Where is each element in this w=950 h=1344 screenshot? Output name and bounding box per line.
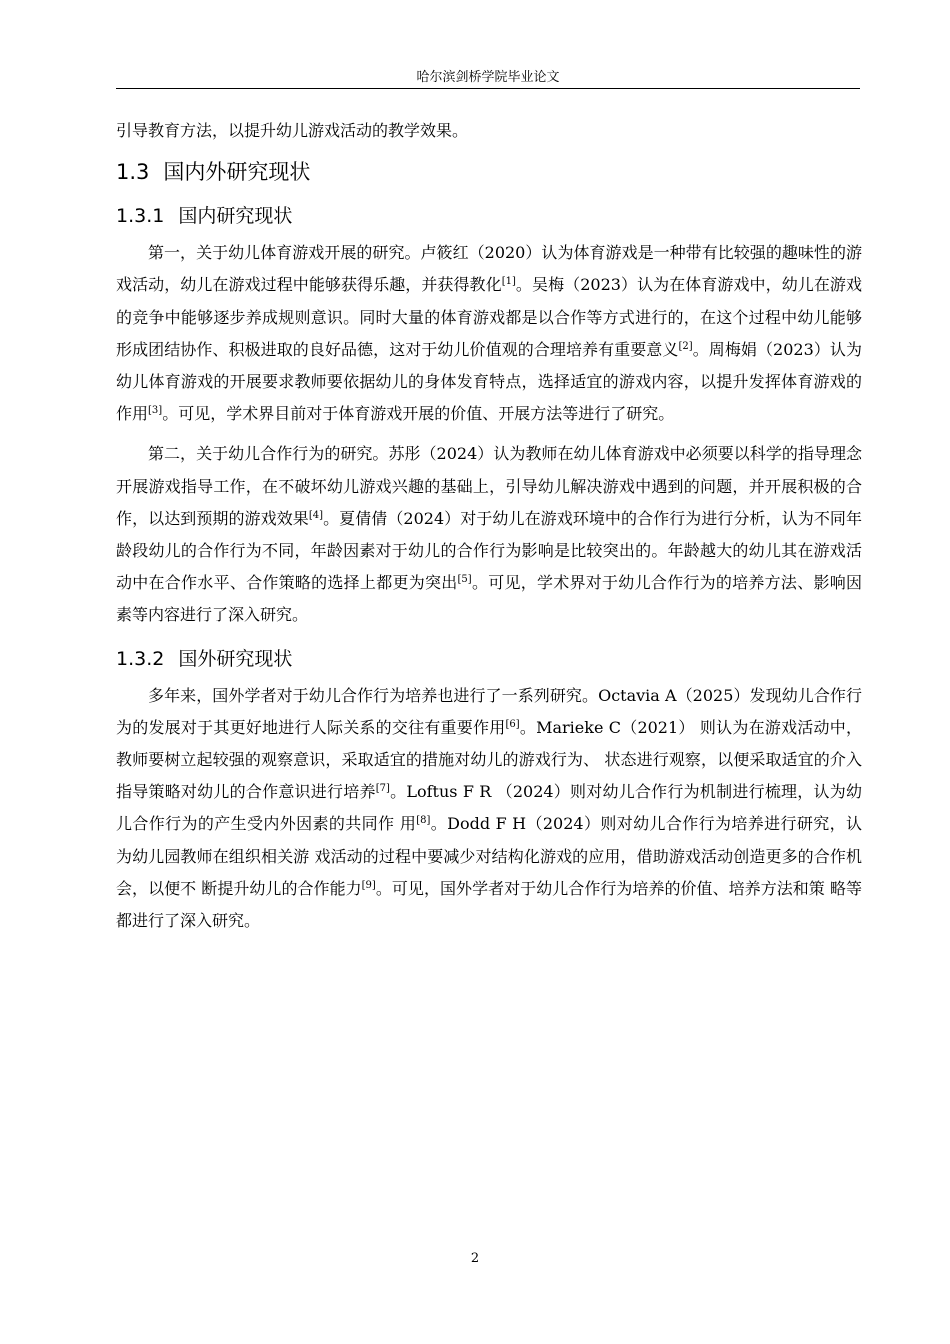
paragraph-domestic-1 xyxy=(116,237,862,430)
subsection-heading-1-3-1 xyxy=(116,201,862,231)
section-heading-1-3 xyxy=(116,157,862,187)
citation-ref: [3] xyxy=(148,405,163,417)
text-run: 多年来，国外学者对于幼儿合作行为培养也进行了一系列研究。Octavia A（2025）发现幼儿合作行为的发展对于其更好地进行人际关系的交往有重要作用 xyxy=(116,685,862,737)
citation-ref: [9] xyxy=(361,879,376,891)
intro-paragraph: 引导教育方法，以提升幼儿游戏活动的教学效果。 xyxy=(116,121,469,140)
subsection-heading-1-3-2 xyxy=(116,644,862,674)
citation-ref: [2] xyxy=(678,340,693,352)
citation-ref: [1] xyxy=(501,276,516,288)
citation-ref: [8] xyxy=(416,815,431,827)
text-run: 。可见，学术界目前对于体育游戏开展的价值、开展方法等进行了研究。 xyxy=(162,404,675,424)
section-number: 1.3 xyxy=(116,160,150,185)
text-run: 第二，关于幼儿合作行为的研究。苏彤（2024）认为教师在幼儿体育游戏中必须要以科学的指导理念开展游戏指导工作，在不破坏幼儿游戏兴趣的基础上，引导幼儿解决游戏中遇到的问题，并开展积极的合作，以达到预期的游戏效果 xyxy=(116,444,862,528)
header-divider xyxy=(116,88,860,89)
text-run: 。Loftus F R （2024）则对幼儿合作行为机制进行梳理，认为幼儿合作行为的产生受内外因素的共同作 用 xyxy=(116,782,862,834)
citation-ref: [6] xyxy=(505,718,520,730)
subsection-title: 国外研究现状 xyxy=(178,647,293,670)
text-run: 。Marieke C（2021） 则认为在游戏活动中，教师要树立起较强的观察意识，采取适宜的措施对幼儿的游戏行为、 状态进行观察，以便采取适宜的介入指导策略对幼儿的合作意识进行培养 xyxy=(116,717,862,802)
text-run: 。Dodd F H（2024）则对幼儿合作行为培养进行研究，认为幼儿园教师在组织相关游 戏活动的过程中要减少对结构化游戏的应用，借助游戏活动创造更多的合作机会，以便不 断提升幼儿的合作能力 xyxy=(116,814,862,898)
paragraph-domestic-2 xyxy=(116,438,862,631)
text-run: 。可见，国外学者对于幼儿合作行为培养的价值、培养方法和策 略等都进行了深入研究。 xyxy=(116,878,862,931)
paragraph-foreign xyxy=(116,680,862,938)
subsection-title: 国内研究现状 xyxy=(178,205,293,228)
section-title: 国内外研究现状 xyxy=(163,160,311,185)
page-body xyxy=(116,115,862,937)
text-run: 。吴梅（2023）认为在体育游戏中，幼儿在游戏的竞争中能够逐步养成规则意识。同时大量的体育游戏都是以合作等方式进行的，在这个过程中幼儿能够形成团结协作、积极进取的良好品德，这对于幼儿价值观的合理培养有重要意义 xyxy=(116,275,862,359)
text-run: 。周梅娟（2023）认为幼儿体育游戏的开展要求教师要依据幼儿的身体发育特点，选择适宜的游戏内容，以提升发挥体育游戏的作用 xyxy=(116,339,862,424)
citation-ref: [7] xyxy=(375,783,390,795)
subsection-number: 1.3.1 xyxy=(116,205,165,228)
page-number: 2 xyxy=(470,1251,480,1266)
citation-ref: [4] xyxy=(308,509,324,521)
citation-ref: [5] xyxy=(457,574,472,586)
text-run: 第一，关于幼儿体育游戏开展的研究。卢筱红（2020）认为体育游戏是一种带有比较强的趣味性的游戏活动，幼儿在游戏过程中能够获得乐趣，并获得教化 xyxy=(116,243,862,295)
running-header: 哈尔滨剑桥学院毕业论文 xyxy=(416,70,560,85)
text-run: 。夏倩倩（2024）对于幼儿在游戏环境中的合作行为进行分析，认为不同年龄段幼儿的合作行为不同，年龄因素对于幼儿的合作行为影响是比较突出的。年龄越大的幼儿其在游戏活动中在合作水平、合作策略的选择上都更为突出 xyxy=(116,508,862,593)
text-run: 。可见，学术界对于幼儿合作行为的培养方法、影响因素等内容进行了深入研究。 xyxy=(116,573,862,625)
subsection-number: 1.3.2 xyxy=(116,647,165,670)
